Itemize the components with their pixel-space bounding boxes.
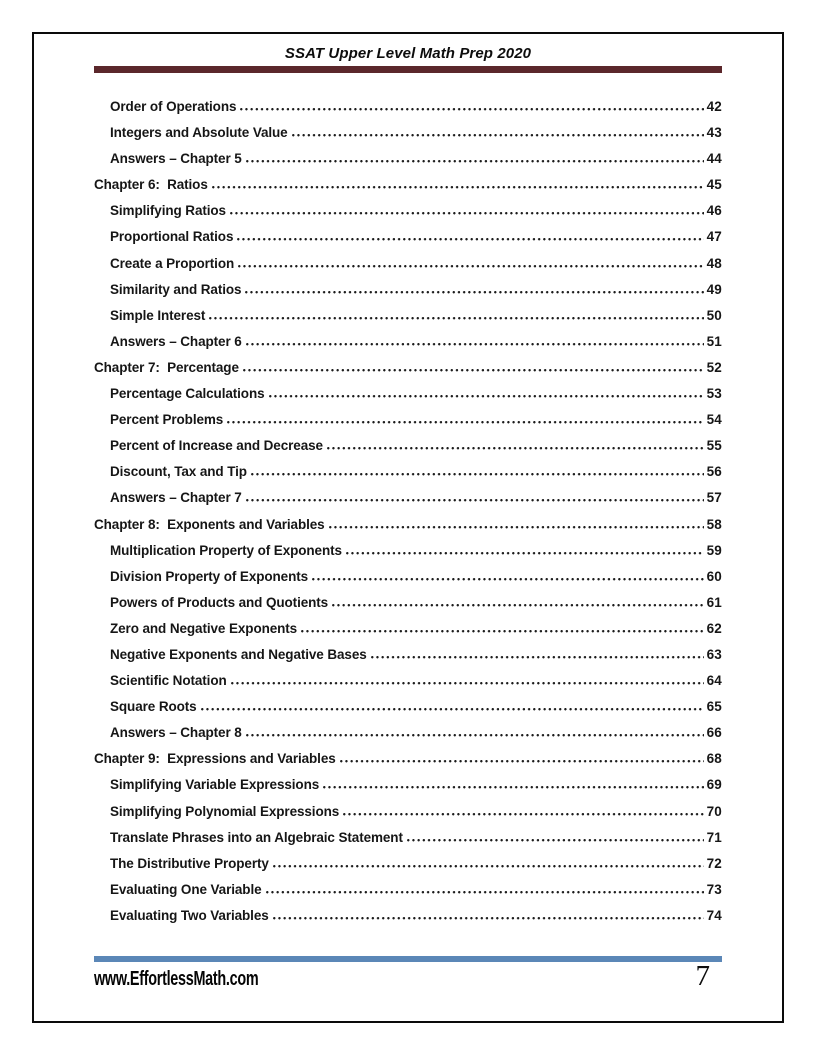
- header-rule: [94, 66, 722, 73]
- toc-entry-title: Percent of Increase and Decrease: [110, 438, 323, 454]
- toc-entry-title: Proportional Ratios: [110, 229, 234, 245]
- toc-leader-dots: [212, 185, 704, 189]
- toc-entry-title: Chapter 9: Expressions and Variables: [94, 751, 336, 767]
- toc-entry-title: Square Roots: [110, 699, 197, 715]
- toc-leader-dots: [407, 838, 704, 842]
- toc-entry-page: 55: [706, 438, 722, 454]
- toc-leader-dots: [237, 237, 703, 241]
- toc-leader-dots: [201, 707, 704, 711]
- toc-entry[interactable]: [94, 903, 722, 929]
- toc-entry[interactable]: [94, 120, 722, 146]
- toc-list: [94, 94, 722, 929]
- toc-entry-page: 66: [706, 725, 722, 741]
- toc-entry-title: Multiplication Property of Exponents: [110, 542, 342, 558]
- toc-entry-page: 57: [706, 490, 722, 506]
- toc-entry-title: Scientific Notation: [110, 673, 227, 689]
- toc-leader-dots: [273, 864, 704, 868]
- toc-entry-page: 72: [706, 855, 722, 871]
- toc-entry[interactable]: [94, 198, 722, 224]
- toc-entry-page: 53: [706, 386, 722, 402]
- toc-entry-title: Evaluating One Variable: [110, 881, 262, 897]
- toc-entry[interactable]: [94, 616, 722, 642]
- toc-entry[interactable]: [94, 407, 722, 433]
- toc-leader-dots: [340, 759, 704, 763]
- toc-leader-dots: [323, 785, 703, 789]
- toc-entry-page: 58: [706, 516, 722, 532]
- toc-leader-dots: [238, 264, 703, 268]
- toc-leader-dots: [230, 211, 704, 215]
- toc-leader-dots: [269, 394, 704, 398]
- toc-entry-page: 71: [706, 829, 722, 845]
- toc-leader-dots: [245, 290, 703, 294]
- toc-leader-dots: [343, 812, 703, 816]
- toc-entry-title: Simplifying Polynomial Expressions: [110, 803, 340, 819]
- toc-entry-page: 51: [706, 333, 722, 349]
- toc-entry-title: Similarity and Ratios: [110, 281, 242, 297]
- toc-entry[interactable]: [94, 564, 722, 590]
- toc-entry-page: 45: [706, 177, 722, 193]
- toc-entry[interactable]: [94, 485, 722, 511]
- toc-entry[interactable]: [94, 251, 722, 277]
- toc-leader-dots: [371, 655, 704, 659]
- toc-entry-page: 69: [706, 777, 722, 793]
- toc-entry-page: 74: [706, 907, 722, 923]
- toc-entry[interactable]: [94, 224, 722, 250]
- toc-entry[interactable]: [94, 277, 722, 303]
- toc-entry-page: 61: [706, 594, 722, 610]
- toc-entry-page: 42: [706, 99, 722, 114]
- toc-entry[interactable]: [94, 799, 722, 825]
- toc-entry-title: Integers and Absolute Value: [110, 125, 288, 141]
- toc-entry[interactable]: [94, 538, 722, 564]
- toc-entry[interactable]: [94, 694, 722, 720]
- toc-entry-page: 50: [706, 307, 722, 323]
- toc-entry[interactable]: [94, 825, 722, 851]
- toc-entry-title: Answers – Chapter 8: [110, 725, 242, 741]
- toc-leader-dots: [301, 629, 703, 633]
- toc-leader-dots: [327, 446, 704, 450]
- toc-entry[interactable]: [94, 355, 722, 381]
- toc-leader-dots: [243, 368, 704, 372]
- toc-entry-title: The Distributive Property: [110, 855, 269, 871]
- toc-entry-page: 48: [706, 255, 722, 271]
- page-number: 7: [695, 960, 710, 992]
- toc-entry-title: Answers – Chapter 7: [110, 490, 242, 506]
- toc-entry-page: 64: [706, 673, 722, 689]
- toc-entry-page: 63: [706, 646, 722, 662]
- toc-entry-page: 59: [706, 542, 722, 558]
- toc-entry[interactable]: [94, 172, 722, 198]
- toc-entry-page: 73: [706, 881, 722, 897]
- toc-leader-dots: [251, 472, 704, 476]
- toc-entry[interactable]: [94, 303, 722, 329]
- toc-entry-page: 60: [706, 568, 722, 584]
- toc-entry-title: Answers – Chapter 5: [110, 151, 242, 167]
- toc-entry[interactable]: [94, 851, 722, 877]
- toc-leader-dots: [273, 916, 704, 920]
- toc-entry[interactable]: [94, 329, 722, 355]
- toc-entry[interactable]: [94, 146, 722, 172]
- toc-entry-title: Order of Operations: [110, 99, 237, 114]
- toc-leader-dots: [312, 577, 704, 581]
- toc-entry-page: 46: [706, 203, 722, 219]
- toc-entry[interactable]: [94, 720, 722, 746]
- toc-entry[interactable]: [94, 877, 722, 903]
- toc-entry-title: Chapter 8: Exponents and Variables: [94, 516, 325, 532]
- toc-entry-title: Simplifying Variable Expressions: [110, 777, 320, 793]
- toc-entry-page: 44: [706, 151, 722, 167]
- toc-leader-dots: [332, 603, 704, 607]
- toc-entry[interactable]: [94, 512, 722, 538]
- toc-entry-page: 56: [706, 464, 722, 480]
- page-title: SSAT Upper Level Math Prep 2020: [284, 45, 532, 62]
- toc-entry-page: 70: [706, 803, 722, 819]
- toc-entry[interactable]: [94, 94, 722, 120]
- toc-leader-dots: [246, 159, 704, 163]
- toc-entry[interactable]: [94, 459, 722, 485]
- toc-leader-dots: [346, 551, 704, 555]
- toc-entry-title: Create a Proportion: [110, 255, 235, 271]
- toc-entry-title: Discount, Tax and Tip: [110, 464, 247, 480]
- toc-leader-dots: [246, 733, 704, 737]
- toc-entry-page: 49: [706, 281, 722, 297]
- toc-leader-dots: [266, 890, 704, 894]
- toc-entry[interactable]: [94, 433, 722, 459]
- toc-leader-dots: [329, 525, 704, 529]
- toc-entry-title: Chapter 6: Ratios: [94, 177, 208, 193]
- toc-entry-page: 68: [706, 751, 722, 767]
- toc-entry-title: Negative Exponents and Negative Bases: [110, 646, 367, 662]
- toc-entry[interactable]: [94, 381, 722, 407]
- toc-leader-dots: [240, 107, 703, 111]
- toc-entry-title: Simplifying Ratios: [110, 203, 226, 219]
- toc-entry-page: 65: [706, 699, 722, 715]
- toc-leader-dots: [231, 681, 704, 685]
- toc-entry-title: Translate Phrases into an Algebraic Statement: [110, 829, 403, 845]
- toc-entry-title: Evaluating Two Variables: [110, 907, 269, 923]
- footer-rule: [94, 956, 722, 962]
- toc-leader-dots: [246, 342, 704, 346]
- toc-entry-page: 52: [706, 359, 722, 375]
- toc-leader-dots: [227, 420, 703, 424]
- toc-entry-page: 62: [706, 620, 722, 636]
- toc-entry-title: Simple Interest: [110, 307, 206, 323]
- toc-entry-page: 54: [706, 412, 722, 428]
- toc-entry-title: Answers – Chapter 6: [110, 333, 242, 349]
- toc-entry[interactable]: [94, 746, 722, 772]
- toc-leader-dots: [209, 316, 703, 320]
- toc-leader-dots: [246, 498, 704, 502]
- toc-entry-title: Percentage Calculations: [110, 386, 265, 402]
- toc-entry[interactable]: [94, 590, 722, 616]
- toc-entry-title: Chapter 7: Percentage: [94, 359, 239, 375]
- toc-leader-dots: [292, 133, 704, 137]
- toc-entry[interactable]: [94, 668, 722, 694]
- toc-entry-page: 47: [706, 229, 722, 245]
- toc-entry-title: Zero and Negative Exponents: [110, 620, 298, 636]
- toc-entry-title: Division Property of Exponents: [110, 568, 309, 584]
- toc-entry[interactable]: [94, 772, 722, 798]
- toc-entry-page: 43: [706, 125, 722, 141]
- toc-entry-title: Percent Problems: [110, 412, 224, 428]
- toc-entry-title: Powers of Products and Quotients: [110, 594, 329, 610]
- toc-entry[interactable]: [94, 642, 722, 668]
- footer-site-link[interactable]: www.EffortlessMath.com: [94, 968, 259, 990]
